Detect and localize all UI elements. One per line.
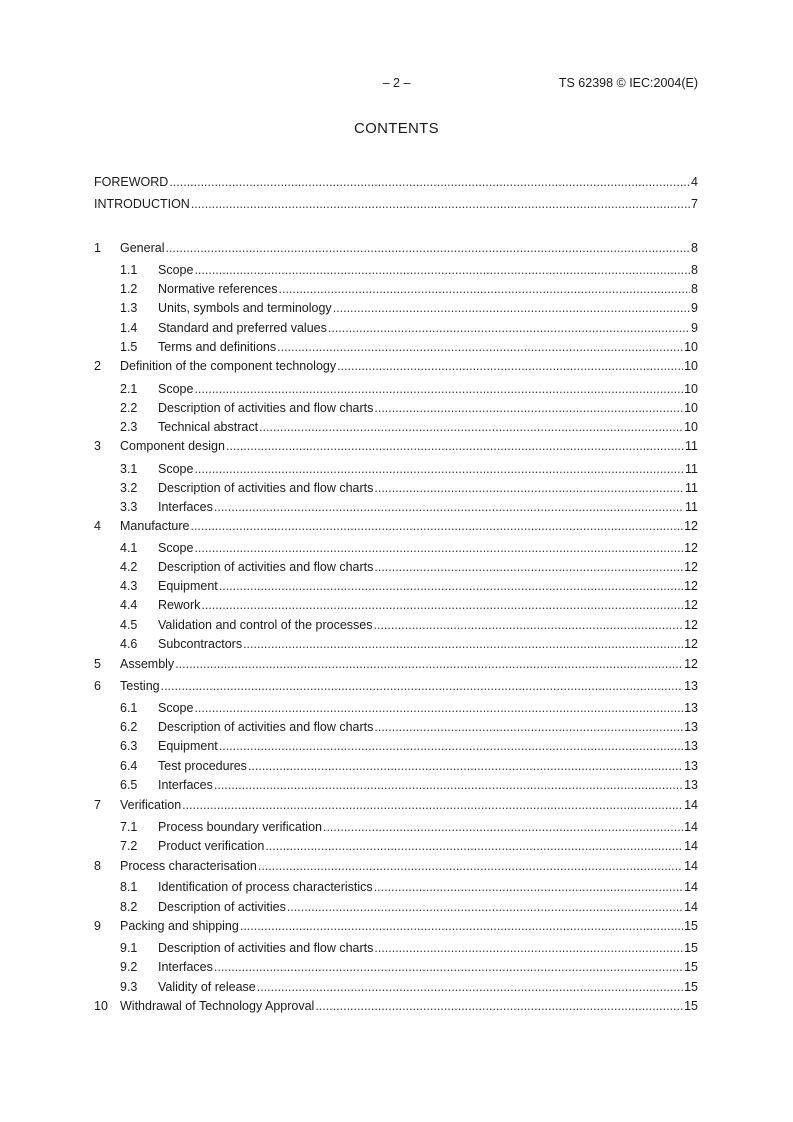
toc-dot-leader <box>194 381 683 397</box>
toc-entry[interactable] <box>94 461 698 477</box>
toc-entry-page: 13 <box>684 720 698 734</box>
toc-entry[interactable] <box>94 419 698 435</box>
toc-dot-leader <box>323 819 683 835</box>
toc-entry[interactable] <box>94 381 698 397</box>
toc-entry-title: Normative references <box>158 282 278 296</box>
toc-entry[interactable] <box>94 480 698 496</box>
toc-entry-title: FOREWORD <box>94 175 169 189</box>
toc-entry-number: 6.1 <box>120 701 138 715</box>
toc-entry[interactable] <box>94 597 698 613</box>
toc-entry-number: 6.5 <box>120 778 138 792</box>
toc-entry-page: 4 <box>691 175 698 189</box>
toc-entry-number: 7 <box>94 798 101 812</box>
toc-dot-leader <box>226 438 684 454</box>
toc-dot-leader <box>337 358 683 374</box>
toc-dot-leader <box>333 300 690 316</box>
page-number: – 2 – <box>382 76 411 90</box>
toc-entry-number: 1.2 <box>120 282 138 296</box>
toc-entry-title: Rework <box>158 598 201 612</box>
toc-entry-number: 6.3 <box>120 739 138 753</box>
toc-entry-page: 15 <box>684 960 698 974</box>
toc-entry-number: 9.2 <box>120 960 138 974</box>
toc-entry-page: 9 <box>691 301 698 315</box>
toc-entry-number: 3.3 <box>120 500 138 514</box>
toc-entry-title: Subcontractors <box>158 637 243 651</box>
toc-dot-leader <box>214 959 683 975</box>
toc-entry-page: 14 <box>684 880 698 894</box>
toc-entry-number: 8 <box>94 859 101 873</box>
toc-dot-leader <box>374 400 683 416</box>
toc-entry-page: 12 <box>684 657 698 671</box>
toc-dot-leader <box>175 656 683 672</box>
toc-entry-page: 8 <box>691 263 698 277</box>
toc-entry-title: Test procedures <box>158 759 247 773</box>
toc-entry-page: 9 <box>691 321 698 335</box>
toc-entry-page: 13 <box>684 739 698 753</box>
toc-dot-leader <box>265 838 683 854</box>
toc-entry-title: Process characterisation <box>120 859 257 873</box>
toc-entry-title: Scope <box>158 701 194 715</box>
toc-entry-page: 12 <box>684 560 698 574</box>
toc-entry-number: 6.2 <box>120 720 138 734</box>
toc-dot-leader <box>373 617 683 633</box>
toc-entry-number: 4.5 <box>120 618 138 632</box>
toc-entry-title: Description of activities and flow charts <box>158 720 374 734</box>
toc-entry-title: Testing <box>120 679 160 693</box>
toc-dot-leader <box>277 339 683 355</box>
toc-dot-leader <box>191 196 690 212</box>
document-reference: TS 62398 © IEC:2004(E) <box>558 76 698 90</box>
toc-entry-number: 7.1 <box>120 820 138 834</box>
toc-entry-number: 2.2 <box>120 401 138 415</box>
toc-entry-page: 10 <box>684 420 698 434</box>
toc-entry-number: 4 <box>94 519 101 533</box>
toc-entry[interactable] <box>94 777 698 793</box>
toc-entry-number: 4.4 <box>120 598 138 612</box>
toc-entry[interactable] <box>94 339 698 355</box>
toc-entry-number: 5 <box>94 657 101 671</box>
toc-entry-page: 11 <box>685 481 698 495</box>
toc-dot-leader <box>374 480 684 496</box>
toc-entry-page: 12 <box>684 618 698 632</box>
toc-entry[interactable] <box>94 559 698 575</box>
toc-entry-number: 1 <box>94 241 101 255</box>
toc-entry[interactable] <box>94 979 698 995</box>
toc-entry-number: 3.1 <box>120 462 138 476</box>
toc-entry-title: Units, symbols and terminology <box>158 301 332 315</box>
toc-entry-title: Component design <box>120 439 225 453</box>
toc-dot-leader <box>219 578 683 594</box>
toc-dot-leader <box>214 499 684 515</box>
toc-entry[interactable] <box>94 196 698 212</box>
toc-entry[interactable] <box>94 678 698 694</box>
toc-entry-title: Description of activities and flow charts <box>158 481 374 495</box>
toc-entry-title: Equipment <box>158 579 218 593</box>
toc-entry-page: 12 <box>684 519 698 533</box>
toc-entry-number: 7.2 <box>120 839 138 853</box>
toc-entry[interactable] <box>94 174 698 190</box>
toc-entry-page: 14 <box>684 820 698 834</box>
toc-dot-leader <box>258 858 683 874</box>
toc-entry[interactable] <box>94 656 698 672</box>
toc-entry-page: 11 <box>685 462 698 476</box>
toc-entry-title: Verification <box>120 798 182 812</box>
toc-entry-number: 1.4 <box>120 321 138 335</box>
toc-entry-title: Equipment <box>158 739 218 753</box>
toc-dot-leader <box>165 240 690 256</box>
toc-dot-leader <box>201 597 683 613</box>
toc-entry-number: 4.3 <box>120 579 138 593</box>
toc-dot-leader <box>214 777 683 793</box>
toc-entry-number: 9 <box>94 919 101 933</box>
toc-entry-number: 9.3 <box>120 980 138 994</box>
toc-entry[interactable] <box>94 617 698 633</box>
toc-entry-page: 14 <box>684 859 698 873</box>
toc-entry-page: 12 <box>684 598 698 612</box>
toc-dot-leader <box>374 559 683 575</box>
toc-dot-leader <box>194 262 690 278</box>
toc-entry-title: Scope <box>158 541 194 555</box>
toc-entry-page: 10 <box>684 359 698 373</box>
toc-entry-title: General <box>120 241 165 255</box>
toc-dot-leader <box>259 419 683 435</box>
toc-entry-page: 13 <box>684 701 698 715</box>
toc-entry-number: 3 <box>94 439 101 453</box>
toc-entry-title: Identification of process characteristics <box>158 880 373 894</box>
toc-entry[interactable] <box>94 838 698 854</box>
toc-entry[interactable] <box>94 400 698 416</box>
toc-entry-title: Validation and control of the processes <box>158 618 373 632</box>
toc-entry-page: 12 <box>684 541 698 555</box>
toc-entry-page: 11 <box>685 500 698 514</box>
toc-dot-leader <box>240 918 683 934</box>
toc-entry-title: Manufacture <box>120 519 190 533</box>
toc-entry-title: Description of activities and flow charts <box>158 941 374 955</box>
toc-entry-number: 8.1 <box>120 880 138 894</box>
toc-dot-leader <box>219 738 683 754</box>
toc-entry[interactable] <box>94 578 698 594</box>
toc-entry[interactable] <box>94 540 698 556</box>
toc-entry-number: 1.3 <box>120 301 138 315</box>
toc-entry[interactable] <box>94 719 698 735</box>
toc-entry[interactable] <box>94 858 698 874</box>
toc-entry[interactable] <box>94 940 698 956</box>
toc-entry-page: 10 <box>684 401 698 415</box>
toc-entry-title: Withdrawal of Technology Approval <box>120 999 315 1013</box>
toc-entry-title: Product verification <box>158 839 265 853</box>
toc-entry-number: 4.2 <box>120 560 138 574</box>
toc-entry-page: 11 <box>685 439 698 453</box>
toc-dot-leader <box>328 320 690 336</box>
toc-entry-number: 10 <box>94 999 108 1013</box>
toc-entry-title: Description of activities <box>158 900 286 914</box>
toc-entry-title: INTRODUCTION <box>94 197 190 211</box>
toc-entry-page: 15 <box>684 941 698 955</box>
toc-entry-page: 14 <box>684 839 698 853</box>
toc-entry-number: 3.2 <box>120 481 138 495</box>
toc-entry-title: Process boundary verification <box>158 820 322 834</box>
toc-entry[interactable] <box>94 879 698 895</box>
toc-dot-leader <box>194 461 684 477</box>
toc-entry[interactable] <box>94 281 698 297</box>
toc-dot-leader <box>194 700 683 716</box>
toc-dot-leader <box>315 998 683 1014</box>
toc-entry-number: 8.2 <box>120 900 138 914</box>
toc-entry[interactable] <box>94 240 698 256</box>
toc-entry[interactable] <box>94 700 698 716</box>
toc-entry-page: 7 <box>691 197 698 211</box>
toc-entry-page: 8 <box>691 282 698 296</box>
toc-entry-title: Scope <box>158 263 194 277</box>
toc-entry-page: 10 <box>684 382 698 396</box>
toc-entry[interactable] <box>94 738 698 754</box>
toc-entry-number: 6.4 <box>120 759 138 773</box>
toc-entry[interactable] <box>94 320 698 336</box>
toc-dot-leader <box>182 797 683 813</box>
toc-entry-number: 2.3 <box>120 420 138 434</box>
toc-entry[interactable] <box>94 758 698 774</box>
toc-dot-leader <box>374 879 683 895</box>
toc-entry-page: 15 <box>684 980 698 994</box>
toc-entry[interactable] <box>94 499 698 515</box>
toc-entry-page: 8 <box>691 241 698 255</box>
toc-entry-title: Assembly <box>120 657 175 671</box>
toc-entry-number: 4.6 <box>120 637 138 651</box>
toc-dot-leader <box>161 678 683 694</box>
toc-entry-number: 2.1 <box>120 382 138 396</box>
toc-entry-title: Interfaces <box>158 778 213 792</box>
toc-dot-leader <box>248 758 683 774</box>
toc-entry-title: Terms and definitions <box>158 340 277 354</box>
toc-dot-leader <box>374 940 683 956</box>
toc-entry[interactable] <box>94 636 698 652</box>
toc-entry-number: 1.5 <box>120 340 138 354</box>
toc-entry-number: 4.1 <box>120 541 138 555</box>
toc-entry[interactable] <box>94 262 698 278</box>
toc-entry[interactable] <box>94 899 698 915</box>
toc-entry[interactable] <box>94 518 698 534</box>
toc-dot-leader <box>374 719 683 735</box>
toc-entry[interactable] <box>94 819 698 835</box>
toc-entry-page: 15 <box>684 999 698 1013</box>
toc-dot-leader <box>169 174 690 190</box>
toc-entry[interactable] <box>94 438 698 454</box>
toc-entry-page: 12 <box>684 637 698 651</box>
toc-entry[interactable] <box>94 358 698 374</box>
toc-entry-page: 13 <box>684 778 698 792</box>
toc-dot-leader <box>190 518 683 534</box>
toc-dot-leader <box>194 540 683 556</box>
toc-entry-number: 2 <box>94 359 101 373</box>
page-title: CONTENTS <box>354 120 439 137</box>
toc-entry-title: Validity of release <box>158 980 256 994</box>
toc-entry-title: Standard and preferred values <box>158 321 327 335</box>
toc-entry-title: Interfaces <box>158 500 213 514</box>
toc-entry-page: 14 <box>684 798 698 812</box>
toc-entry-title: Definition of the component technology <box>120 359 337 373</box>
toc-entry-page: 13 <box>684 759 698 773</box>
toc-entry-title: Scope <box>158 382 194 396</box>
toc-entry-title: Scope <box>158 462 194 476</box>
toc-entry-page: 10 <box>684 340 698 354</box>
toc-entry-title: Technical abstract <box>158 420 259 434</box>
toc-entry-title: Packing and shipping <box>120 919 239 933</box>
toc-entry[interactable] <box>94 998 698 1014</box>
toc-entry-page: 15 <box>684 919 698 933</box>
toc-entry[interactable] <box>94 918 698 934</box>
toc-entry-title: Interfaces <box>158 960 213 974</box>
toc-entry[interactable] <box>94 300 698 316</box>
toc-dot-leader <box>257 979 683 995</box>
toc-dot-leader <box>287 899 683 915</box>
toc-entry-title: Description of activities and flow charts <box>158 560 374 574</box>
toc-entry-page: 14 <box>684 900 698 914</box>
toc-entry-page: 13 <box>684 679 698 693</box>
toc-entry-page: 12 <box>684 579 698 593</box>
toc-entry-number: 6 <box>94 679 101 693</box>
toc-entry-title: Description of activities and flow charts <box>158 401 374 415</box>
toc-dot-leader <box>243 636 683 652</box>
toc-dot-leader <box>279 281 691 297</box>
toc-entry-number: 1.1 <box>120 263 138 277</box>
toc-entry-number: 9.1 <box>120 941 138 955</box>
toc-entry[interactable] <box>94 959 698 975</box>
toc-entry[interactable] <box>94 797 698 813</box>
